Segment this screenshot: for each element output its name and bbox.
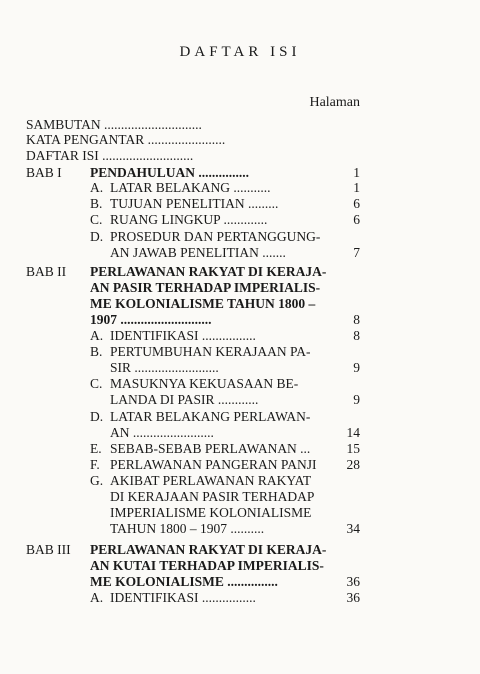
- entry-title: LATAR BELAKANG PERLAWAN-: [110, 409, 311, 424]
- entry-title: ME KOLONIALISME ...............: [90, 574, 278, 589]
- page-number: 6: [353, 212, 360, 227]
- toc-row: [0, 344, 480, 360]
- entry-title: AN KUTAI TERHADAP IMPERIALIS-: [90, 558, 324, 573]
- entry-title: PERLAWANAN PANGERAN PANJI: [110, 457, 317, 472]
- chapter-label: BAB III: [26, 542, 71, 557]
- toc-row: [0, 409, 480, 425]
- toc-row: [0, 558, 480, 574]
- entry-title: DI KERAJAAN PASIR TERHADAP: [110, 489, 315, 504]
- toc-row: [0, 148, 480, 164]
- toc-row: [0, 229, 480, 245]
- toc-row: [0, 574, 480, 590]
- entry-title: PENDAHULUAN ...............: [90, 165, 250, 180]
- page-number: 9: [353, 360, 360, 375]
- page-number: 1: [353, 180, 360, 195]
- toc-row: [0, 473, 480, 489]
- entry-title: RUANG LINGKUP .............: [110, 212, 268, 227]
- entry-title: IDENTIFIKASI ................: [110, 590, 256, 605]
- entry-title: AN ........................: [110, 425, 214, 440]
- page-number: 14: [346, 425, 360, 440]
- toc-row: [0, 296, 480, 312]
- page-title: DAFTAR ISI: [179, 44, 301, 60]
- section-letter: D.: [90, 229, 104, 244]
- section-letter: A.: [90, 328, 104, 343]
- section-letter: B.: [90, 196, 103, 211]
- page-number: 8: [353, 312, 360, 327]
- section-letter: A.: [90, 590, 104, 605]
- toc-row: [0, 117, 480, 133]
- toc-row: [0, 392, 480, 408]
- entry-title: SIR .........................: [110, 360, 219, 375]
- section-letter: C.: [90, 376, 103, 391]
- section-letter: E.: [90, 441, 102, 456]
- entry-title: LANDA DI PASIR ............: [110, 392, 259, 407]
- section-letter: G.: [90, 473, 104, 488]
- page-number: 15: [346, 441, 360, 456]
- toc-row: [0, 180, 480, 196]
- entry-title: KATA PENGANTAR .......................: [26, 132, 226, 147]
- entry-title: ME KOLONIALISME TAHUN 1800 –: [90, 296, 316, 311]
- page-number: 36: [346, 590, 360, 605]
- entry-title: TAHUN 1800 – 1907 ..........: [110, 521, 265, 536]
- entry-title: PERLAWANAN RAKYAT DI KERAJA-: [90, 264, 327, 279]
- toc-row: [0, 264, 480, 280]
- toc-row: [0, 245, 480, 261]
- chapter-label: BAB I: [26, 165, 62, 180]
- entry-title: AN PASIR TERHADAP IMPERIALIS-: [90, 280, 321, 295]
- toc-row: [0, 489, 480, 505]
- entry-title: IMPERIALISME KOLONIALISME: [110, 505, 312, 520]
- toc-row: [0, 312, 480, 328]
- section-letter: F.: [90, 457, 100, 472]
- section-letter: B.: [90, 344, 103, 359]
- page-number: 28: [346, 457, 360, 472]
- entry-title: AN JAWAB PENELITIAN .......: [110, 245, 286, 260]
- entry-title: AKIBAT PERLAWANAN RAKYAT: [110, 473, 312, 488]
- entry-title: MASUKNYA KEKUASAAN BE-: [110, 376, 299, 391]
- toc-row: [0, 280, 480, 296]
- page-number: 36: [346, 574, 360, 589]
- entry-title: TUJUAN PENELITIAN .........: [110, 196, 279, 211]
- entry-title: 1907 ...........................: [90, 312, 212, 327]
- toc-row: [0, 165, 480, 181]
- toc-row: [0, 457, 480, 473]
- page-column-header: Halaman: [309, 95, 360, 110]
- entry-title: DAFTAR ISI ...........................: [26, 148, 194, 163]
- toc-row: [0, 376, 480, 392]
- toc-row: [0, 212, 480, 228]
- page-number: 6: [353, 196, 360, 211]
- toc-row: [0, 196, 480, 212]
- toc-row: [0, 360, 480, 376]
- section-letter: D.: [90, 409, 104, 424]
- section-letter: C.: [90, 212, 103, 227]
- page-number: 8: [353, 328, 360, 343]
- toc-row: [0, 132, 480, 148]
- page-number: 9: [353, 392, 360, 407]
- entry-title: SAMBUTAN .............................: [26, 117, 202, 132]
- toc-row: [0, 425, 480, 441]
- entry-title: PERTUMBUHAN KERAJAAN PA-: [110, 344, 311, 359]
- toc-row: [0, 542, 480, 558]
- entry-title: PERLAWANAN RAKYAT DI KERAJA-: [90, 542, 327, 557]
- toc-row: [0, 505, 480, 521]
- section-letter: A.: [90, 180, 104, 195]
- toc-row: [0, 441, 480, 457]
- toc-row: [0, 328, 480, 344]
- page-number: 7: [353, 245, 360, 260]
- chapter-label: BAB II: [26, 264, 67, 279]
- entry-title: IDENTIFIKASI ................: [110, 328, 256, 343]
- entry-title: PROSEDUR DAN PERTANGGUNG-: [110, 229, 321, 244]
- page-number: 1: [353, 165, 360, 180]
- toc-row: [0, 590, 480, 606]
- toc-row: [0, 521, 480, 537]
- page-number: 34: [346, 521, 360, 536]
- entry-title: LATAR BELAKANG ...........: [110, 180, 271, 195]
- entry-title: SEBAB-SEBAB PERLAWANAN ...: [110, 441, 311, 456]
